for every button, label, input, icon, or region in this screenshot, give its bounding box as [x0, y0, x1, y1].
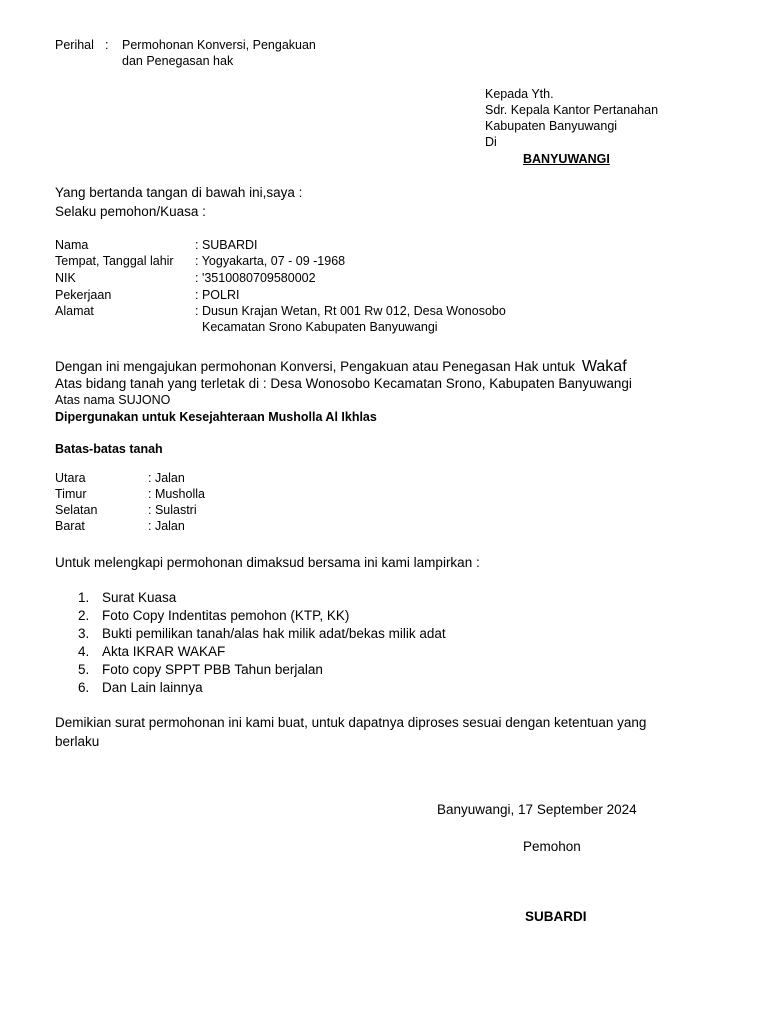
signature-place-date: Banyuwangi, 17 September 2024: [437, 802, 637, 817]
batas-timur-value: : Musholla: [148, 487, 205, 501]
identity-nik-value: : '3510080709580002: [195, 271, 316, 285]
perihal-subject-line1: Permohonan Konversi, Pengakuan: [122, 38, 316, 52]
lampiran-item-6-number: 6.: [78, 680, 90, 695]
recipient-region: Kabupaten Banyuwangi: [485, 119, 618, 133]
lampiran-item-4-text: Akta IKRAR WAKAF: [102, 644, 226, 659]
batas-title: Batas-batas tanah: [55, 442, 163, 456]
perihal-label: Perihal: [55, 38, 94, 52]
batas-barat-label: Barat: [55, 519, 85, 533]
identity-alamat-value-line1: : Dusun Krajan Wetan, Rt 001 Rw 012, Desa Wonosobo: [195, 304, 506, 318]
request-line1: [55, 359, 627, 375]
identity-ttl-label: Tempat, Tanggal lahir: [55, 254, 174, 268]
request-wakaf: Wakaf: [581, 358, 627, 375]
identity-alamat-label: Alamat: [55, 304, 94, 318]
lampiran-item-5-text: Foto copy SPPT PBB Tahun berjalan: [102, 662, 323, 677]
request-owner: Atas nama SUJONO: [55, 393, 171, 407]
batas-selatan-label: Selatan: [55, 503, 98, 517]
recipient-greeting: Kepada Yth.: [485, 87, 554, 101]
identity-pekerjaan-label: Pekerjaan: [55, 288, 112, 302]
lampiran-item-5-number: 5.: [78, 662, 90, 677]
recipient-di: Di: [485, 135, 497, 149]
recipient-title: Sdr. Kepala Kantor Pertanahan: [485, 103, 659, 117]
lampiran-item-3-text: Bukti pemilikan tanah/alas hak milik adat/bekas milik adat: [102, 626, 446, 641]
lampiran-item-4-number: 4.: [78, 644, 90, 659]
batas-selatan-value: : Sulastri: [148, 503, 197, 517]
identity-nama-value: : SUBARDI: [195, 238, 258, 252]
perihal-colon: :: [105, 38, 109, 52]
request-purpose: Dipergunakan untuk Kesejahteraan Musholla Al Ikhlas: [55, 410, 377, 424]
identity-alamat-value-line2: Kecamatan Srono Kabupaten Banyuwangi: [202, 320, 438, 334]
identity-nama-label: Nama: [55, 238, 89, 252]
lampiran-item-2-text: Foto Copy Indentitas pemohon (KTP, KK): [102, 608, 350, 623]
lampiran-item-3-number: 3.: [78, 626, 90, 641]
identity-ttl-value: : Yogyakarta, 07 - 09 -1968: [195, 254, 346, 268]
perihal-subject-line2: dan Penegasan hak: [122, 54, 234, 68]
batas-utara-label: Utara: [55, 471, 86, 485]
request-line1-text: Dengan ini mengajukan permohonan Konversi, Pengakuan atau Penegasan Hak untuk: [55, 359, 576, 374]
intro-line1: Yang bertanda tangan di bawah ini,saya :: [55, 185, 303, 200]
lampiran-item-6-text: Dan Lain lainnya: [102, 680, 203, 695]
batas-timur-label: Timur: [55, 487, 87, 501]
closing-line1: Demikian surat permohonan ini kami buat, untuk dapatnya diproses sesuai dengan ketentuan yang: [55, 715, 647, 730]
lampiran-intro: Untuk melengkapi permohonan dimaksud bersama ini kami lampirkan :: [55, 555, 480, 570]
recipient-city: BANYUWANGI: [523, 152, 610, 166]
lampiran-item-2-number: 2.: [78, 608, 90, 623]
lampiran-item-1-text: Surat Kuasa: [102, 590, 177, 605]
lampiran-item-1-number: 1.: [78, 590, 90, 605]
identity-nik-label: NIK: [55, 271, 76, 285]
closing-line2: berlaku: [55, 734, 100, 749]
request-location: Atas bidang tanah yang terletak di : Desa Wonosobo Kecamatan Srono, Kabupaten Banyuwangi: [55, 376, 632, 391]
signature-name: SUBARDI: [525, 909, 587, 924]
intro-line2: Selaku pemohon/Kuasa :: [55, 204, 206, 219]
signature-role: Pemohon: [523, 839, 581, 854]
batas-utara-value: : Jalan: [148, 471, 185, 485]
batas-barat-value: : Jalan: [148, 519, 185, 533]
identity-pekerjaan-value: : POLRI: [195, 288, 240, 302]
